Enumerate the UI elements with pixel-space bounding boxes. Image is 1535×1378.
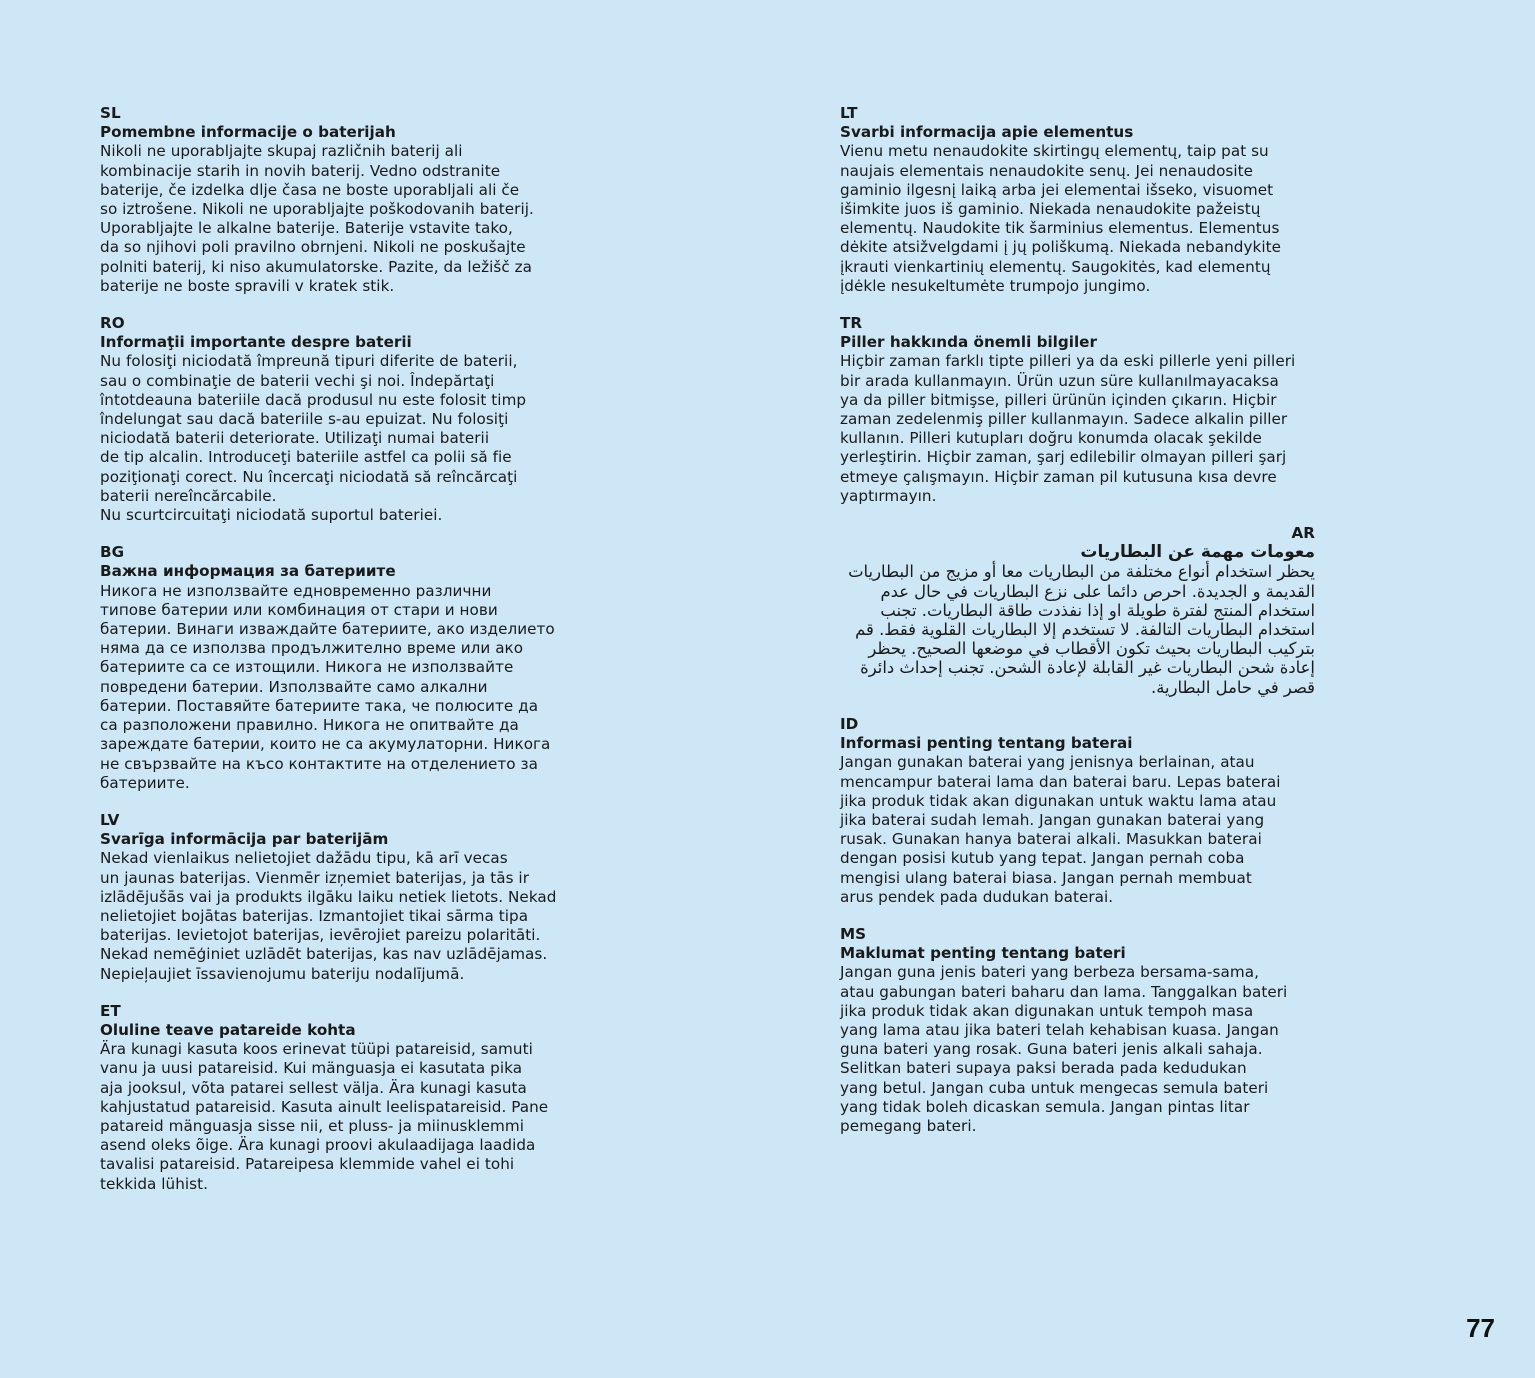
section-title: Informasi penting tentang baterai <box>840 734 1133 753</box>
language-code: ET <box>100 1001 121 1020</box>
section-lv <box>100 811 575 984</box>
section-sl <box>100 104 575 296</box>
section-bg <box>100 543 575 793</box>
language-code: LV <box>100 810 120 829</box>
language-code: RO <box>100 314 125 333</box>
section-ro <box>100 314 575 525</box>
section-title: Pomembne informacije o baterijah <box>100 123 396 142</box>
section-ms <box>840 925 1315 1136</box>
section-body: Nu folosiţi niciodată împreună tipuri diferite de baterii, sau o combinaţie de baterii vechi şi noi. Îndepărtaţi întotdeauna bateriile dacă produsul nu este folosit timp îndelungat sau dacă bateriile s-au epuizat. Nu folosiţi niciodată baterii deteriorate. Utilizaţi numai baterii de tip alcalin. Introduceţi bateriile astfel ca polii să fie poziţionaţi corect. Nu încercaţi niciodată să reîncărcaţi baterii nereîncărcabile. Nu scurtcircuitaţi niciodată suportul bateriei. <box>100 352 527 525</box>
section-body: Nekad vienlaikus nelietojiet dažādu tipu, kā arī vecas un jaunas baterijas. Vienmēr izņemiet baterijas, ja tās ir izlādējušās vai ja produkts ilgāku laiku netiek lietots. Nekad nelietojiet bojātas baterijas. Izmantojiet tikai sārma tipa baterijas. Ievietojot baterijas, ievērojiet pareizu polaritāti. Nekad nemēģiniet uzlādēt baterijas, kas nav uzlādējamas. Nepieļaujiet īssavienojumu bateriju nodalījumā. <box>100 849 557 983</box>
language-code: SL <box>100 104 121 122</box>
language-code: MS <box>840 924 867 943</box>
section-title: معومات مهمة عن البطاريات <box>1080 542 1315 563</box>
page-number: 77 <box>1466 1313 1495 1343</box>
section-body: Vienu metu nenaudokite skirtingų elementų, taip pat su naujais elementais nenaudokite senų. Jei nenaudosite gaminio ilgesnį laiką arba jei elementai išseko, visuomet išimkite juos iš gaminio. Niekada nenaudokite pažeistų elementų. Naudokite tik šarminius elementus. Elementus dėkite atsižvelgdami į jų poliškumą. Niekada nebandykite įkrauti vienkartinių elementų. Saugokitės, kad elementų įdėkle nesukeltumėte trumpojo jungimo. <box>840 142 1282 295</box>
section-title: Oluline teave patareide kohta <box>100 1020 356 1039</box>
section-title: Piller hakkında önemli bilgiler <box>840 333 1097 352</box>
right-column <box>840 104 1315 1154</box>
language-code: AR <box>1291 524 1315 543</box>
section-body: Jangan gunakan baterai yang jenisnya berlainan, atau mencampur baterai lama dan baterai baru. Lepas baterai jika produk tidak akan digunakan untuk waktu lama atau jika baterai sudah lemah. Jangan gunakan baterai yang rusak. Gunakan hanya baterai alkali. Masukkan baterai dengan posisi kutub yang tepat. Jangan pernah coba mengisi ulang baterai biasa. Jangan pernah membuat arus pendek pada dudukan baterai. <box>840 753 1281 906</box>
section-tr <box>840 314 1315 506</box>
section-title: Maklumat penting tentang bateri <box>840 944 1126 963</box>
section-title: Svarbi informacija apie elementus <box>840 123 1134 142</box>
left-column <box>100 104 575 1212</box>
language-code: ID <box>840 714 859 733</box>
section-body: Nikoli ne uporabljajte skupaj različnih baterij ali kombinacije starih in novih baterij. Vedno odstranite baterije, če izdelka dlje časa ne boste uporabljali ali če so iztrošene. Nikoli ne uporabljajte poškodovanih baterij. Uporabljajte le alkalne baterije. Baterije vstavite tako, da so njihovi poli pravilno obrnjeni. Nikoli ne poskušajte polniti baterij, ki niso akumulatorske. Pazite, da ležišč za baterije ne boste spravili v kratek stik. <box>100 142 534 295</box>
section-lt <box>840 104 1315 296</box>
section-title: Informaţii importante despre baterii <box>100 333 412 352</box>
section-id <box>840 715 1315 907</box>
section-body: Hiçbir zaman farklı tipte pilleri ya da eski pillerle yeni pilleri bir arada kullanmayın. Ürün uzun süre kullanılmayacaksa ya da piller bitmişse, pilleri ürünün içinden çıkarın. Hiçbir zaman zedelenmiş piller kullanmayın. Sadece alkalin piller kullanın. Pilleri kutupları doğru konumda olacak şekilde yerleştirin. Hiçbir zaman, şarj edilebilir olmayan pilleri şarj etmeye çalışmayın. Hiçbir zaman pil kutusuna kısa devre yaptırmayın. <box>840 352 1296 505</box>
section-body: يحظر استخدام أنواع مختلفة من البطاريات معا أو مزيج من البطاريات القديمة و الجديدة. احرص دائما على نزع البطاريات في حال عدم استخدام المنتج لفترة طويلة او إذا نفذدت طاقة البطاريات. تجنب استخدام البطاريات التالفة. لا تستخدم إلا البطاريات القلوية فقط. قم بتركيب البطاريات بحيث تكون الأقطاب في موضعها الصحيح. يحظر إعادة شحن البطاريات غير القابلة لإعادة الشحن. تجنب إحداث دائرة قصر في حامل البطارية. <box>848 562 1315 697</box>
language-code: LT <box>840 104 858 122</box>
section-body: Jangan guna jenis bateri yang berbeza bersama-sama, atau gabungan bateri baharu dan lama. Tanggalkan bateri jika produk tidak akan digunakan untuk tempoh masa yang lama atau jika bateri telah kehabisan kuasa. Jangan guna bateri yang rosak. Guna bateri jenis alkali sahaja. Selitkan bateri supaya paksi berada pada kedudukan yang betul. Jangan cuba untuk mengecas semula bateri yang tidak boleh dicaskan semula. Jangan pintas litar pemegang bateri. <box>840 963 1288 1135</box>
section-title: Svarīga informācija par baterijām <box>100 830 389 849</box>
section-ar <box>840 524 1315 697</box>
section-et <box>100 1002 575 1194</box>
language-code: BG <box>100 543 125 562</box>
language-code: TR <box>840 314 863 333</box>
section-body: Ära kunagi kasuta koos erinevat tüüpi patareisid, samuti vanu ja uusi patareisid. Kui mänguasja ei kasutata pika aja jooksul, võta patarei sellest välja. Ära kunagi kasuta kahjustatud patareisid. Kasuta ainult leelispatareisid. Pane patareid mänguasja sisse nii, et pluss- ja miinusklemmi asend oleks õige. Ära kunagi proovi akulaadijaga laadida tavalisi patareisid. Patareipesa klemmide vahel ei tohi tekkida lühist. <box>100 1040 549 1193</box>
section-title: Важна информация за батериите <box>100 562 396 581</box>
section-body: Никога не използвайте едновременно различни типове батерии или комбинация от стари и нови батерии. Винаги изваждайте батериите, ако изделието няма да се използва продължително време или ако батериите са се изтощили. Никога не използвайте повредени батерии. Използвайте само алкални батерии. Поставяйте батериите така, че полюсите да са разположени правилно. Никога не опитвайте да зареждате батерии, които не са акумулаторни. Никога не свързвайте на късо контактите на отделението за батериите. <box>100 581 555 792</box>
